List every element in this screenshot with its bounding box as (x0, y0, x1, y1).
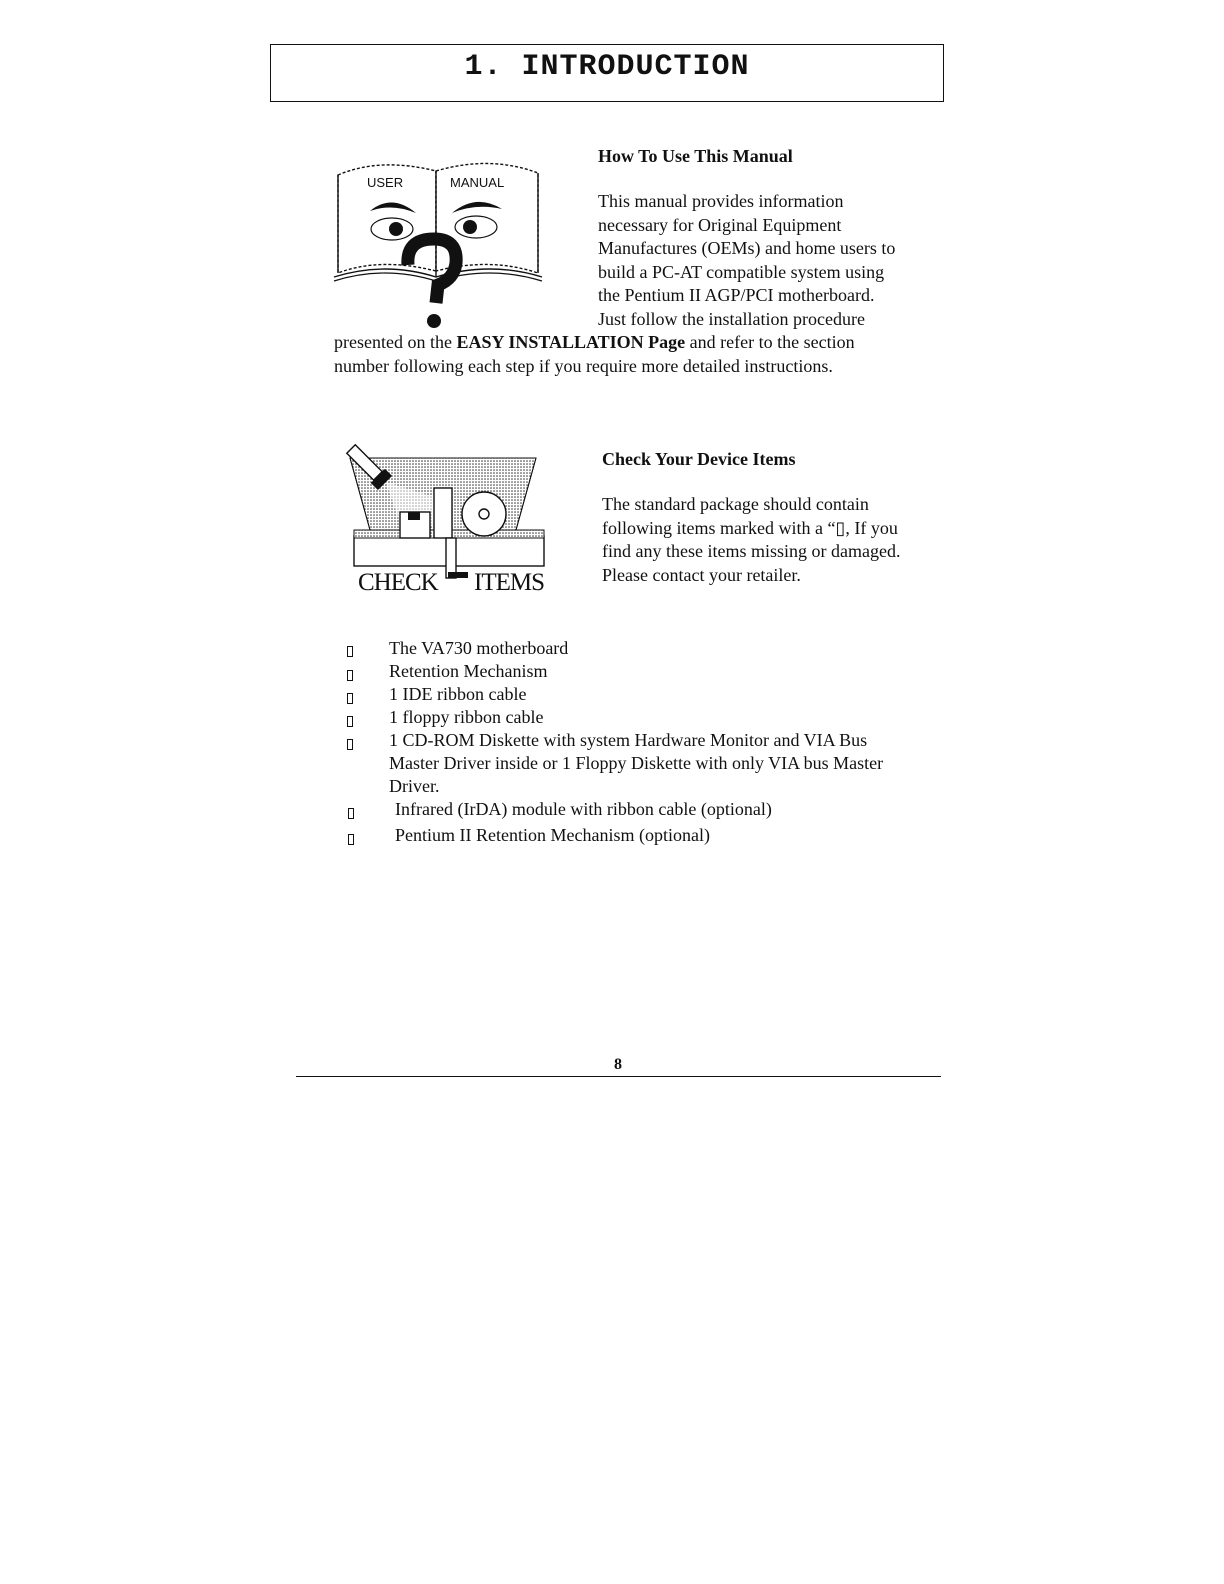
text-line: number following each step if you require more detailed instructions. (334, 355, 833, 376)
easy-installation-reference: EASY INSTALLATION Page (456, 332, 686, 352)
text-line: necessary for Original Equipment (598, 214, 842, 235)
chapter-title-box (270, 44, 944, 102)
user-manual-book-question-icon (330, 153, 545, 328)
how-to-use-paragraph-continued (334, 331, 934, 378)
list-item: The VA730 motherboard (389, 638, 569, 658)
text-line: The standard package should contain (602, 494, 869, 514)
checkbox-bullet-icon (347, 646, 353, 657)
how-to-use-paragraph (598, 190, 938, 331)
caption-items: ITEMS (474, 569, 544, 596)
checkbox-bullet-icon (347, 693, 353, 704)
list-item: Pentium II Retention Mechanism (optional) (395, 825, 710, 845)
caption-check: CHECK (358, 569, 438, 596)
check-items-paragraph (602, 493, 942, 587)
checkbox-bullet-icon (347, 739, 353, 750)
list-item (389, 729, 949, 798)
list-item: Infrared (IrDA) module with ribbon cable (optional) (395, 799, 772, 819)
book-label-user: USER (367, 175, 404, 190)
checkbox-bullet-icon (348, 808, 354, 819)
check-items-caption (356, 568, 551, 598)
text-line: build a PC-AT compatible system using (598, 261, 885, 282)
chapter-title: 1. INTRODUCTION (464, 50, 750, 84)
section-heading-how-to-use: How To Use This Manual (598, 146, 793, 166)
checkbox-bullet-icon (347, 716, 353, 727)
text-line: Manufactures (OEMs) and home users to (598, 238, 896, 258)
text-line: following items marked with a “▯, If you (602, 517, 898, 538)
text-line: This manual provides information (598, 191, 844, 211)
text-line: the Pentium II AGP/PCI motherboard. (598, 285, 875, 305)
list-item: 1 IDE ribbon cable (389, 684, 527, 704)
list-item-line: Master Driver inside or 1 Floppy Diskette with only VIA bus Master (389, 753, 884, 773)
book-label-manual: MANUAL (450, 175, 505, 190)
text-line: presented on the EASY INSTALLATION Page and refer to the section (334, 332, 855, 352)
text-line: find any these items missing or damaged. (602, 541, 901, 561)
text-line: Please contact your retailer. (602, 564, 801, 585)
list-item-line: 1 CD-ROM Diskette with system Hardware Monitor and VIA Bus (389, 730, 868, 750)
checkbox-bullet-icon (348, 834, 354, 845)
caption-connector (448, 572, 468, 578)
list-item: 1 floppy ribbon cable (389, 707, 544, 727)
list-item-line: Driver. (389, 776, 440, 796)
list-item: Retention Mechanism (389, 661, 548, 681)
footer-rule (296, 1076, 941, 1077)
checkbox-bullet-icon (347, 670, 353, 681)
text-line: Just follow the installation procedure (598, 308, 865, 329)
section-heading-check-items: Check Your Device Items (602, 449, 796, 469)
page-number: 8 (614, 1056, 622, 1073)
